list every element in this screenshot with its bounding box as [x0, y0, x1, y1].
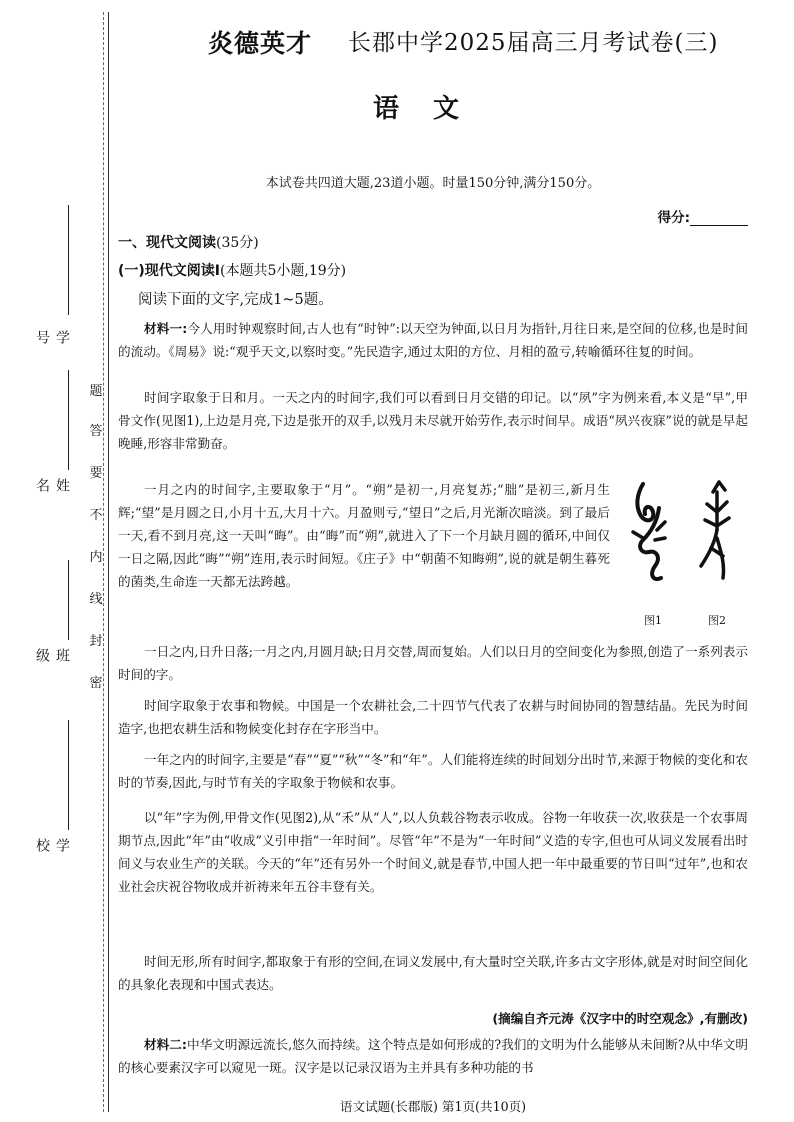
material1-source: (摘编自齐元涛《汉字中的时空观念》,有删改) — [492, 1011, 748, 1026]
figure-group — [623, 478, 748, 628]
section-points: (35分) — [216, 235, 259, 251]
figure-1-caption: 图1 — [644, 614, 662, 627]
material1-label: 材料一: — [144, 321, 188, 336]
material2-label: 材料二: — [144, 1037, 187, 1052]
oracle-bone-su-icon — [629, 478, 677, 588]
student-id-label: 学号 — [34, 330, 70, 350]
material2-para1: 材料二:中华文明源远流长,悠久而持续。这个特点是如何形成的?我们的文明为什么能够从未间断?从中华文明的核心要素汉字可以窥见一斑。汉字是以记录汉语为主并具有多种功能的书 — [118, 1037, 748, 1075]
seal-char: 题 — [89, 384, 103, 399]
exam-intro: 本试卷共四道大题,23道小题。时量150分钟,满分150分。 — [265, 176, 601, 191]
school-label: 学校 — [34, 838, 70, 862]
material1-para8: 时间无形,所有时间字,都取象于有形的空间,在词义发展中,有大量时空关联,许多古文字形体,就是对时间空间化的具象化表现和中国式表达。 — [118, 954, 748, 992]
seal-char: 线 — [89, 592, 103, 607]
class-underline — [68, 560, 69, 640]
material1-para3: 一月之内的时间字,主要取象于“月”。“朔”是初一,月亮复苏;“朏”是初三,新月生辉;“望”是月圆之日,小月十五,大月十六。月盈则亏,“望日”之后,月光渐次暗淡。到了最后一天,看不到月亮,这一天叫“晦”。由“晦”而“朔”,就进入了下一个月缺月圆的循环,中间仅一日之隔,因此“晦”“朔”连用,表示时间短。《庄子》中“朝菌不知晦朔”,说的就是朝生暮死的菌类,生命连一天都无法跨越。 — [118, 482, 610, 589]
page-footer: 语文试题(长郡版) 第1页(共10页) — [339, 1099, 527, 1114]
section-title: 一、现代文阅读 — [118, 235, 216, 251]
material1-para6: 一年之内的时间字,主要是“春”“夏”“秋”“冬”和“年”。人们能将连续的时间划分出时节,来源于物候的变化和农时的节奏,因此,与时节有关的字取象于物候和农事。 — [118, 752, 748, 790]
material1-para5: 时间字取象于农事和物候。中国是一个农耕社会,二十四节气代表了农耕与时间协同的智慧结晶。先民为时间造字,也把农耕生活和物候变化封存在字形当中。 — [118, 698, 748, 736]
class-label: 班级 — [34, 648, 70, 672]
material1-para7: 以“年”字为例,甲骨文作(见图2),从“禾”从“人”,以人负载谷物表示收成。谷物一年收获一次,收获是一个农事周期节点,因此“年”由“收成”义引申指“一年时间”。尽管“年”不是为“一年时间”义造的专字,但也可从词义发展看出时间义与农业生产的关联。今天的“年”还有另外一个时间义,就是春节,中国人把一年中最重要的节日叫“过年”,也和农业社会庆祝谷物收成并祈祷来年五谷丰登有关。 — [118, 810, 748, 894]
reading-instruction: 阅读下面的文字,完成1~5题。 — [138, 292, 333, 308]
material1-para4: 一日之内,日升日落;一月之内,月圆月缺;日月交替,周而复始。人们以日月的空间变化为参照,创造了一系列表示时间的字。 — [118, 644, 748, 682]
seal-char: 密 — [89, 676, 103, 691]
seal-char: 封 — [89, 634, 103, 649]
binding-margin — [0, 0, 112, 1122]
subsection-info: (本题共5小题,19分) — [220, 263, 347, 279]
subject-title: 语文 — [372, 94, 493, 124]
student-id-underline — [68, 205, 69, 315]
exam-title: 长郡中学2025届高三月考试卷(三) — [348, 30, 719, 56]
seal-char: 答 — [89, 424, 103, 439]
material1-para2: 时间字取象于日和月。一天之内的时间字,我们可以看到日月交错的印记。以“夙”字为例来看,本义是“早”,甲骨文作(见图1),上边是月亮,下边是张开的双手,以残月未尽就开始劳作,表示时间早。成语“夙兴夜寐”说的就是早起晚睡,形容非常勤奋。 — [118, 390, 748, 451]
school-underline — [68, 720, 69, 830]
figure-2 — [687, 478, 747, 628]
binding-solid-line — [108, 12, 109, 1112]
oracle-bone-nian-icon — [693, 478, 741, 588]
figure-2-caption: 图2 — [708, 614, 726, 627]
score-blank[interactable] — [690, 213, 748, 226]
score-label: 得分: — [657, 210, 690, 226]
name-label: 姓名 — [34, 478, 70, 502]
section-heading — [118, 232, 259, 252]
figure-1 — [623, 478, 683, 628]
seal-char: 不 — [89, 508, 103, 523]
score-box — [658, 206, 748, 226]
seal-char: 内 — [89, 550, 103, 565]
seal-char: 要 — [89, 466, 103, 481]
name-underline — [68, 370, 69, 470]
subsection-title: (一)现代文阅读Ⅰ — [118, 263, 221, 279]
brand-logo-text: 炎德英才 — [208, 29, 313, 58]
page-header — [208, 18, 748, 58]
subsection-heading — [118, 260, 346, 280]
material1-para1: 材料一:今人用时钟观察时间,古人也有“时钟”:以天空为钟面,以日月为指针,月往日来,是空间的位移,也是时间的流动。《周易》说:“观乎天文,以察时变。”先民造字,通过太阳的方位、月相的盈亏,转喻循环往复的时间。 — [118, 321, 748, 359]
